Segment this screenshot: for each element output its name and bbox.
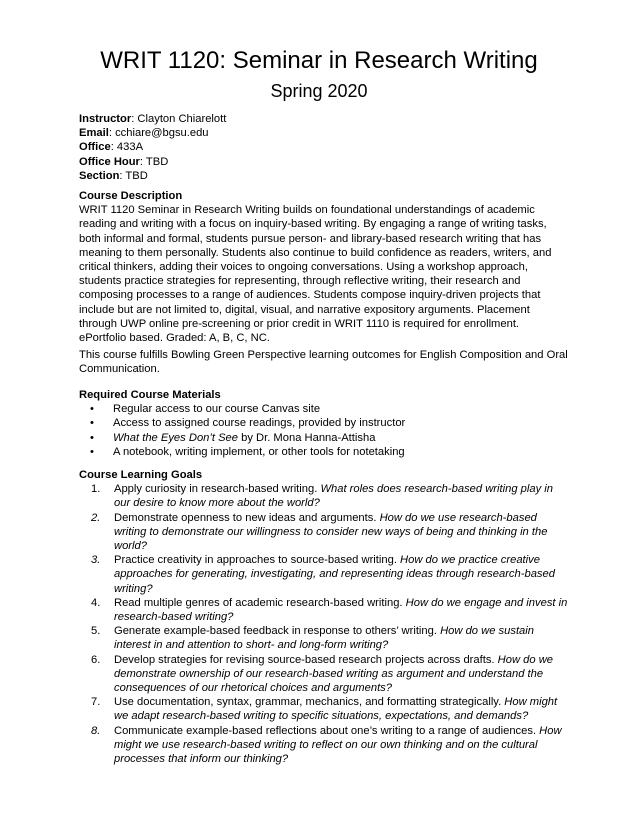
section-heading: Course Description — [79, 190, 183, 202]
list-item — [79, 511, 569, 554]
goal-question: How might we adapt research-based writing to specific situations, expectations, and demands? — [114, 696, 558, 723]
goal-number: 8. — [91, 724, 101, 737]
material-text: A notebook, writing implement, or other tools for notetaking — [113, 445, 405, 458]
goal-question: How do we demonstrate ownership of our research-based writing as argument and understand the consequences of our rhetorical choices and arguments? — [114, 653, 553, 695]
info-value: : 433A — [110, 141, 144, 154]
goal-number: 3. — [91, 554, 101, 567]
goal-text: Develop strategies for revising source-based research projects across drafts. — [114, 653, 498, 666]
goal-number: 2. — [91, 511, 101, 524]
fulfills-section — [79, 348, 569, 376]
description-paragraph: WRIT 1120 Seminar in Research Writing builds on foundational understandings of academic reading and writing with a focus on inquiry-based writing. By engaging a range of writing tasks, both informal and formal, students pursue person- and library-based research writing that has meaning to them personally. Students also continue to build confidence as readers, writers, and critical thinkers, adding their voices to ongoing conversations. Using a workshop approach, students practice strategies for representing, through reflective writing, their research and composing processes to a range of audiences. Students compose inquiry-driven projects that include but are not limited to, digital, visual, and narrative expository arguments. Placement through UWP online pre-screening or prior credit in WRIT 1110 is required for enrollment. ePortfolio based. Graded: A, B, C, NC. — [79, 204, 552, 345]
materials-section — [79, 388, 569, 459]
info-label: Section — [79, 169, 120, 182]
goal-number: 1. — [91, 483, 101, 496]
section-heading: Required Course Materials — [79, 389, 221, 401]
info-row-instructor — [79, 112, 226, 126]
goal-question: How do we practice creative approaches for generating, investigating, and representing ideas through research-based writing? — [114, 554, 555, 595]
goal-text: Generate example-based feedback in response to others’ writing. — [114, 625, 441, 638]
book-author: by Dr. Mona Hanna-Attisha — [238, 431, 376, 444]
course-description-section — [79, 189, 569, 345]
course-term: Spring 2020 — [270, 81, 368, 101]
info-value: : cchiare@bgsu.edu — [108, 127, 209, 140]
list-item — [79, 416, 569, 430]
material-text: Access to assigned course readings, provided by instructor — [113, 417, 406, 430]
goal-number: 6. — [91, 653, 101, 666]
info-row-section — [79, 169, 226, 183]
section-heading: Course Learning Goals — [79, 469, 203, 481]
goal-number: 5. — [91, 625, 101, 638]
list-item — [79, 553, 569, 596]
list-item — [79, 653, 569, 696]
goal-text: Demonstrate openness to new ideas and arguments. — [114, 511, 380, 524]
list-item — [79, 624, 569, 652]
materials-list — [79, 402, 569, 459]
goal-question: How do we sustain interest in and attention to short- and long-form writing? — [114, 625, 534, 652]
goal-question: How do we use research-based writing to demonstrate our willingness to consider new ways of being and thinking in the world? — [114, 511, 548, 553]
list-item — [79, 695, 569, 723]
goal-question: How do we engage and invest in research-based writing? — [114, 596, 568, 624]
list-item — [79, 482, 569, 510]
bullet-icon: • — [90, 417, 94, 430]
goal-text: Read multiple genres of academic research-based writing. — [114, 596, 406, 609]
info-value: : Clayton Chiarelott — [131, 113, 227, 125]
info-row-email — [79, 126, 226, 140]
info-row-office-hour — [79, 155, 226, 169]
goal-number: 4. — [91, 596, 101, 609]
info-label: Instructor — [79, 113, 132, 125]
goal-number: 7. — [91, 696, 101, 709]
info-value: : TBD — [139, 155, 169, 168]
list-item — [79, 445, 569, 459]
goal-question: What roles does research-based writing play in our desire to know more about the world? — [114, 483, 553, 510]
goal-question: How might we use research-based writing to reflect on our own thinking and on the cultural processes that inform our thinking? — [114, 724, 562, 766]
list-item — [79, 596, 569, 624]
info-row-office — [79, 140, 226, 154]
info-value: : TBD — [119, 169, 148, 182]
list-item — [79, 402, 569, 416]
bullet-icon: • — [90, 431, 94, 444]
goals-list — [79, 482, 569, 766]
list-item — [79, 431, 569, 445]
goal-text: Use documentation, syntax, grammar, mechanics, and formatting strategically. — [114, 696, 505, 709]
goal-text: Practice creativity in approaches to source-based writing. — [114, 554, 401, 567]
fulfills-paragraph: This course fulfills Bowling Green Perspective learning outcomes for English Composition and Oral Communication. — [79, 349, 568, 376]
learning-goals-section — [79, 468, 569, 766]
info-label: Office Hour — [79, 155, 140, 168]
bullet-icon: • — [90, 445, 94, 458]
goal-text: Apply curiosity in research-based writing. — [114, 483, 321, 496]
info-label: Email — [79, 127, 109, 140]
material-text: Regular access to our course Canvas site — [113, 403, 321, 416]
goal-text: Communicate example-based reflections about one’s writing to a range of audiences. — [114, 724, 540, 737]
course-title: WRIT 1120: Seminar in Research Writing — [100, 47, 538, 74]
list-item — [79, 724, 569, 767]
book-title: What the Eyes Don’t See — [113, 431, 238, 444]
bullet-icon: • — [90, 403, 94, 416]
instructor-info — [79, 112, 226, 183]
info-label: Office — [79, 141, 111, 154]
